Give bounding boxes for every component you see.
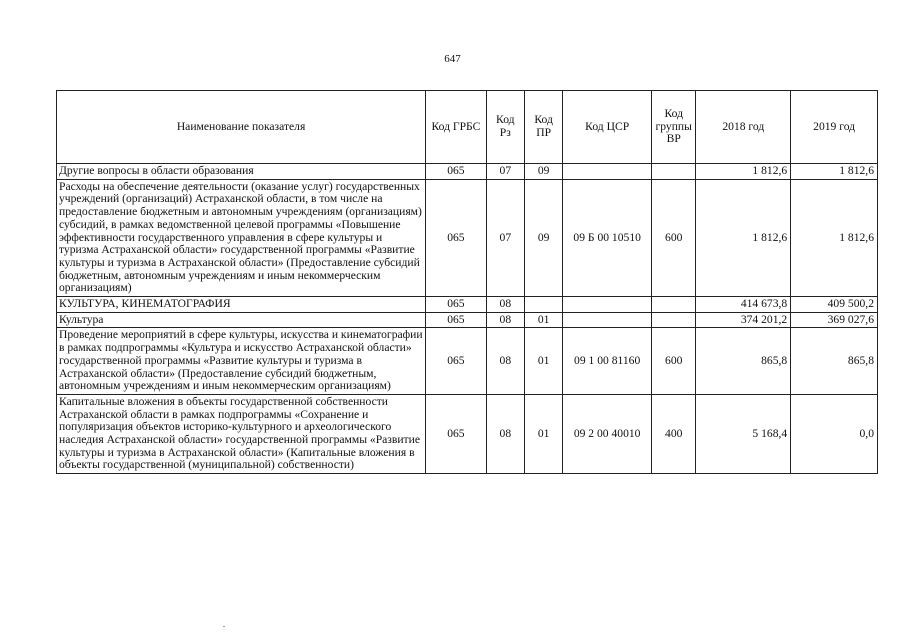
table-row bbox=[57, 164, 878, 180]
row-2018: 1 812,6 bbox=[696, 164, 791, 180]
row-vr: 600 bbox=[652, 179, 696, 296]
row-vr bbox=[652, 312, 696, 328]
row-name: Культура bbox=[57, 312, 426, 328]
row-csr bbox=[563, 297, 652, 313]
row-rz: 08 bbox=[486, 394, 524, 473]
row-pr: 01 bbox=[524, 394, 562, 473]
row-rz: 08 bbox=[486, 297, 524, 313]
row-grbs: 065 bbox=[426, 297, 487, 313]
row-csr: 09 Б 00 10510 bbox=[563, 179, 652, 296]
row-csr: 09 1 00 81160 bbox=[563, 328, 652, 395]
row-grbs: 065 bbox=[426, 328, 487, 395]
header-name: Наименование показателя bbox=[57, 91, 426, 164]
header-pr: Код ПР bbox=[524, 91, 562, 164]
budget-table bbox=[56, 90, 878, 474]
table-body bbox=[57, 164, 878, 474]
row-pr: 01 bbox=[524, 312, 562, 328]
row-2018: 865,8 bbox=[696, 328, 791, 395]
row-grbs: 065 bbox=[426, 179, 487, 296]
row-2018: 374 201,2 bbox=[696, 312, 791, 328]
row-2018: 1 812,6 bbox=[696, 179, 791, 296]
header-rz: Код Рз bbox=[486, 91, 524, 164]
row-2019: 409 500,2 bbox=[791, 297, 878, 313]
table-row bbox=[57, 297, 878, 313]
row-2019: 369 027,6 bbox=[791, 312, 878, 328]
row-2018: 414 673,8 bbox=[696, 297, 791, 313]
row-rz: 07 bbox=[486, 164, 524, 180]
row-2019: 0,0 bbox=[791, 394, 878, 473]
row-csr: 09 2 00 40010 bbox=[563, 394, 652, 473]
row-vr bbox=[652, 297, 696, 313]
header-grbs: Код ГРБС bbox=[426, 91, 487, 164]
row-vr: 400 bbox=[652, 394, 696, 473]
row-grbs: 065 bbox=[426, 164, 487, 180]
row-2018: 5 168,4 bbox=[696, 394, 791, 473]
table-row bbox=[57, 312, 878, 328]
row-pr: 09 bbox=[524, 179, 562, 296]
row-pr: 01 bbox=[524, 328, 562, 395]
row-csr bbox=[563, 312, 652, 328]
row-2019: 865,8 bbox=[791, 328, 878, 395]
row-csr bbox=[563, 164, 652, 180]
row-2019: 1 812,6 bbox=[791, 179, 878, 296]
row-rz: 08 bbox=[486, 328, 524, 395]
header-2018: 2018 год bbox=[696, 91, 791, 164]
row-name: Расходы на обеспечение деятельности (оказание услуг) государственных учреждений (организаций) Астраханской области, в том числе на предоставление бюджетным и автономным учреждениям (организациям) субсидий, в рамках ведомственной целевой программы «Повышение эффективности государственного управления в сфере культуры и туризма Астраханской области» государственной программы «Развитие культуры и туризма в Астраханской области» (Предоставление субсидий бюджетным, автономным учреждениям и иным некоммерческим организациям) bbox=[57, 179, 426, 296]
header-row bbox=[57, 91, 878, 164]
row-grbs: 065 bbox=[426, 312, 487, 328]
row-rz: 08 bbox=[486, 312, 524, 328]
table-row bbox=[57, 394, 878, 473]
row-name: КУЛЬТУРА, КИНЕМАТОГРАФИЯ bbox=[57, 297, 426, 313]
row-vr: 600 bbox=[652, 328, 696, 395]
row-name: Капитальные вложения в объекты государственной собственности Астраханской области в рамках подпрограммы «Сохранение и популяризация объектов историко-культурного и археологического наследия Астраханской области» государственной программы «Развитие культуры и туризма в Астраханской области» (Капитальные вложения в объекты государственной (муниципальной) собственности) bbox=[57, 394, 426, 473]
row-name: Проведение мероприятий в сфере культуры, искусства и кинематографии в рамках подпрограммы «Культура и искусство Астраханской области» государственной программы «Развитие культуры и туризма в Астраханской области» (Предоставление субсидий бюджетным, автономным учреждениям и иным некоммерческим организациям) bbox=[57, 328, 426, 395]
row-pr: 09 bbox=[524, 164, 562, 180]
header-vr: Код группы ВР bbox=[652, 91, 696, 164]
row-2019: 1 812,6 bbox=[791, 164, 878, 180]
row-pr bbox=[524, 297, 562, 313]
row-name: Другие вопросы в области образования bbox=[57, 164, 426, 180]
table-row bbox=[57, 328, 878, 395]
row-vr bbox=[652, 164, 696, 180]
page-number: 647 bbox=[444, 53, 461, 65]
table-header bbox=[57, 91, 878, 164]
row-rz: 07 bbox=[486, 179, 524, 296]
row-grbs: 065 bbox=[426, 394, 487, 473]
scan-speck bbox=[223, 626, 225, 627]
header-2019: 2019 год bbox=[791, 91, 878, 164]
table-row bbox=[57, 179, 878, 296]
header-csr: Код ЦСР bbox=[563, 91, 652, 164]
